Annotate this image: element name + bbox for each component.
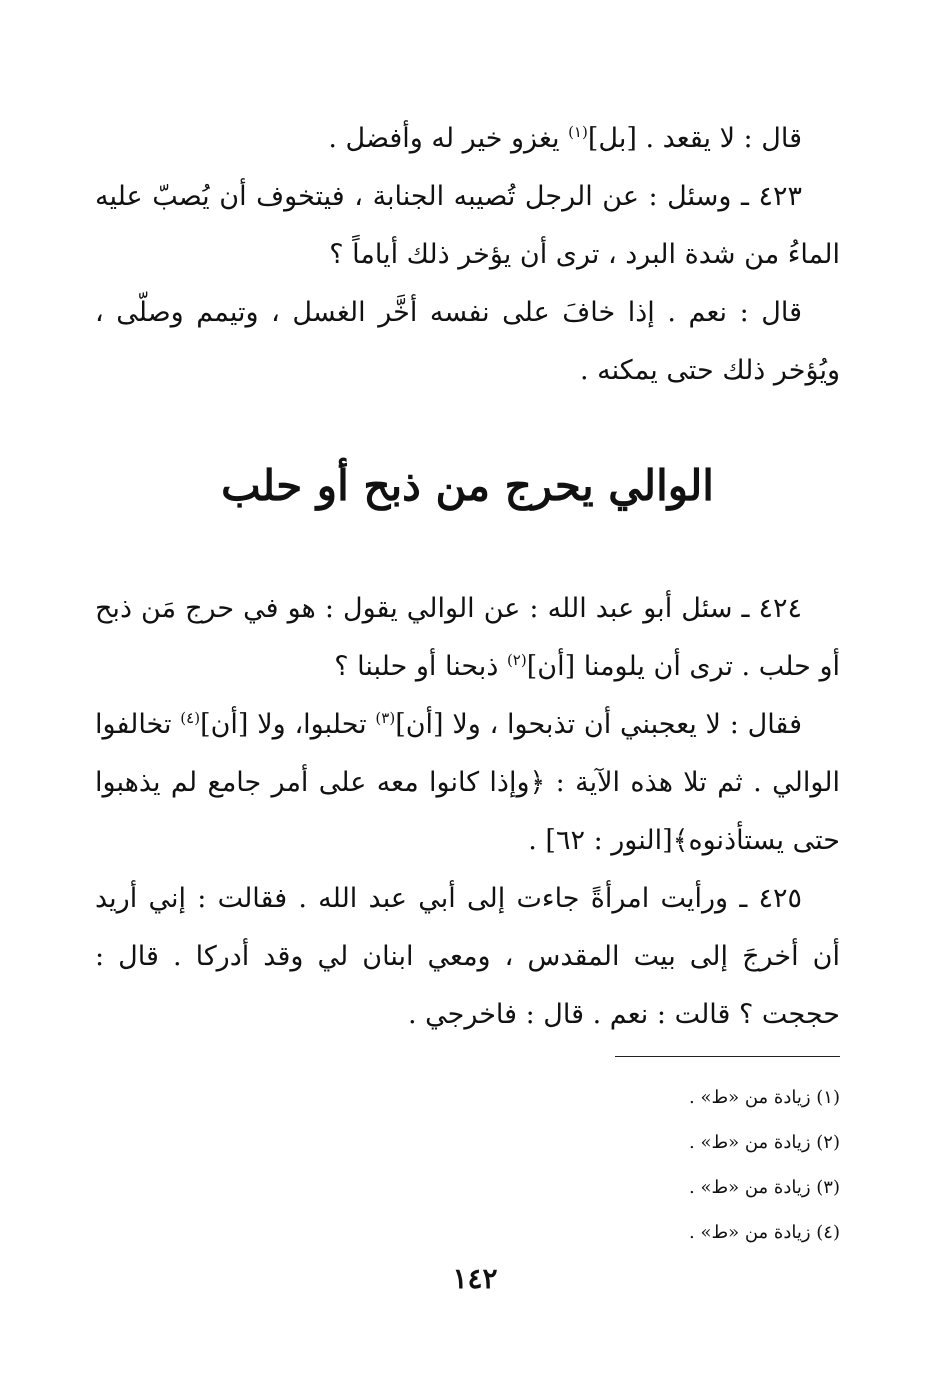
book-page (95, 110, 840, 1310)
p-423-question (95, 168, 840, 284)
paragraph-text: فقال : لا يعجبني أن تذبحوا ، ولا [أن] (395, 709, 802, 740)
footnote-3: (٣) زيادة من «ط» . (689, 1177, 840, 1198)
p-425 (95, 870, 840, 1044)
footnote-marker: (٢) (506, 651, 527, 669)
page-number: ١٤٢ (452, 1262, 498, 1295)
footnote-2: (٢) زيادة من «ط» . (689, 1132, 840, 1153)
footnote-marker: (١) (568, 123, 588, 141)
p-424-answer (95, 696, 840, 870)
paragraph-text: ٤٢٣ ـ وسئل : عن الرجل تُصيبه الجنابة ، فيتخوف أن يُصبّ عليه الماءُ من شدة البرد ، ترى أن يؤخر ذلك أياماً ؟ (95, 181, 840, 270)
p-424-question (95, 580, 840, 696)
paragraph-text: ٤٢٥ ـ ورأيت امرأةً جاءت إلى أبي عبد الله . فقالت : إني أريد أن أخرجَ إلى بيت المقدس ، ومعي ابنان لي وقد أدركا . قال : حججت ؟ قالت : نعم . قال : فاخرجي . (95, 883, 840, 1030)
paragraph-text: ٤٢٤ ـ سئل أبو عبد الله : عن الوالي يقول : هو في حرج مَن ذبح أو حلب . ترى أن يلومنا [أن] (95, 593, 840, 682)
p-422-answer (95, 110, 840, 168)
paragraph-text: قال : نعم . إذا خافَ على نفسه أخَّر الغسل ، وتيمم وصلّى ، ويُؤخر ذلك حتى يمكنه . (95, 297, 840, 386)
paragraph-text: قال : لا يقعد . [بل] (587, 123, 802, 154)
section-title: الوالي يحرج من ذبح أو حلب (221, 461, 714, 510)
footnote-marker: (٤) (180, 709, 201, 727)
text-block-top (95, 110, 840, 400)
text-block-bottom (95, 580, 840, 1044)
paragraph-text: تحلبوا، ولا [أن] (200, 709, 376, 740)
p-423-answer (95, 284, 840, 400)
footnote-1: (١) زيادة من «ط» . (689, 1087, 840, 1108)
paragraph-text: ذبحنا أو حلبنا ؟ (334, 651, 507, 682)
footnote-4: (٤) زيادة من «ط» . (689, 1222, 840, 1243)
footnotes (95, 1075, 840, 1255)
paragraph-text: يغزو خير له وأفضل . (328, 123, 569, 154)
footnote-divider (615, 1056, 840, 1057)
footnote-marker: (٣) (375, 709, 396, 727)
paragraph-text: تخالفوا الوالي . ثم تلا هذه الآية : ﴿وإذا كانوا معه على أمر جامع لم يذهبوا حتى يستأذنوه﴾[النور : ٦٢] . (95, 709, 840, 856)
